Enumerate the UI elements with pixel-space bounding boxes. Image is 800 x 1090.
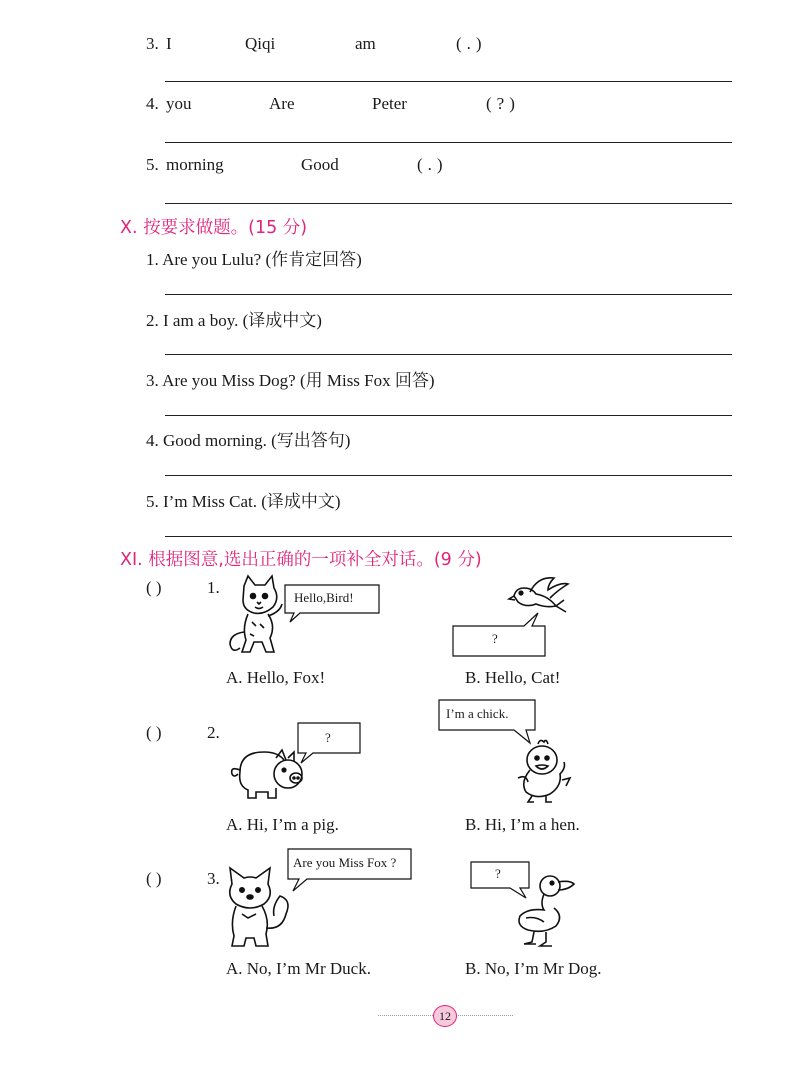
footer-dots-right	[458, 1015, 513, 1016]
bubble-text: Hello,Bird!	[294, 590, 354, 605]
bubble-text: ?	[325, 730, 331, 745]
answer-line[interactable]	[165, 142, 732, 143]
answer-line[interactable]	[165, 536, 732, 537]
word-tile: you	[166, 94, 192, 113]
item-number: 1.	[146, 250, 159, 269]
answer-line[interactable]	[165, 354, 732, 355]
pig-icon	[226, 742, 306, 800]
bubble-text: Are you Miss Fox ?	[293, 855, 397, 870]
speech-bubble	[438, 699, 536, 731]
option-a[interactable]: A. No, I’m Mr Duck.	[226, 959, 371, 978]
question-2	[146, 306, 322, 331]
word-tile: I	[166, 34, 172, 53]
word-tile: morning	[166, 155, 224, 174]
question-4	[146, 426, 350, 451]
question-1	[146, 245, 362, 270]
item-number: 2.	[146, 311, 159, 330]
speech-bubble	[287, 848, 412, 880]
answer-line[interactable]	[165, 294, 732, 295]
word-tile: am	[355, 34, 376, 53]
bird-icon	[508, 574, 570, 620]
item-number: 3.	[146, 34, 159, 53]
item-number: 4.	[146, 431, 159, 450]
option-b[interactable]: B. Hello, Cat!	[465, 668, 561, 687]
question-5	[146, 487, 341, 512]
answer-line[interactable]	[165, 475, 732, 476]
answer-line[interactable]	[165, 415, 732, 416]
question-text: Are you Lulu? (作肯定回答)	[162, 250, 362, 269]
word-tile: Peter	[372, 94, 407, 113]
option-a[interactable]: A. Hi, I’m a pig.	[226, 815, 339, 834]
item-number: 2.	[207, 723, 220, 742]
item-number: 3.	[146, 371, 159, 390]
option-b[interactable]: B. Hi, I’m a hen.	[465, 815, 580, 834]
bubble-text: ?	[495, 866, 501, 881]
word-tile: Are	[269, 94, 295, 113]
answer-bracket[interactable]: ( )	[146, 723, 162, 742]
item-number: 5.	[146, 155, 159, 174]
fox-icon	[222, 866, 294, 950]
section-xi-title: XI. 根据图意,选出正确的一项补全对话。(9 分)	[120, 550, 482, 570]
word-tile: Qiqi	[245, 34, 276, 53]
answer-bracket[interactable]: ( )	[146, 578, 162, 597]
item-number: 5.	[146, 492, 159, 511]
bubble-text: I’m a chick.	[446, 706, 509, 721]
section-x-title: X. 按要求做题。(15 分)	[120, 218, 308, 238]
option-a[interactable]: A. Hello, Fox!	[226, 668, 326, 687]
punctuation-hint: (.)	[417, 155, 448, 174]
chick-icon	[514, 738, 574, 804]
question-text: I’m Miss Cat. (译成中文)	[163, 492, 341, 511]
bubble-text: ?	[492, 631, 498, 646]
footer-dots-left	[378, 1015, 433, 1016]
question-3	[146, 366, 435, 391]
speech-bubble	[297, 722, 361, 754]
answer-bracket[interactable]: ( )	[146, 869, 162, 888]
question-text: Are you Miss Dog? (用 Miss Fox 回答)	[162, 371, 435, 390]
speech-bubble	[284, 584, 380, 614]
word-tile: Good	[301, 155, 339, 174]
item-number: 4.	[146, 94, 159, 113]
item-number: 3.	[207, 869, 220, 888]
speech-bubble	[452, 621, 546, 657]
page-number: 12	[433, 1005, 457, 1027]
question-text: Good morning. (写出答句)	[163, 431, 351, 450]
option-b[interactable]: B. No, I’m Mr Dog.	[465, 959, 602, 978]
punctuation-hint: (?)	[486, 94, 520, 113]
item-number: 1.	[207, 578, 220, 597]
answer-line[interactable]	[165, 203, 732, 204]
question-text: I am a boy. (译成中文)	[163, 311, 322, 330]
duck-icon	[514, 872, 576, 948]
punctuation-hint: (.)	[456, 34, 487, 53]
answer-line[interactable]	[165, 81, 732, 82]
